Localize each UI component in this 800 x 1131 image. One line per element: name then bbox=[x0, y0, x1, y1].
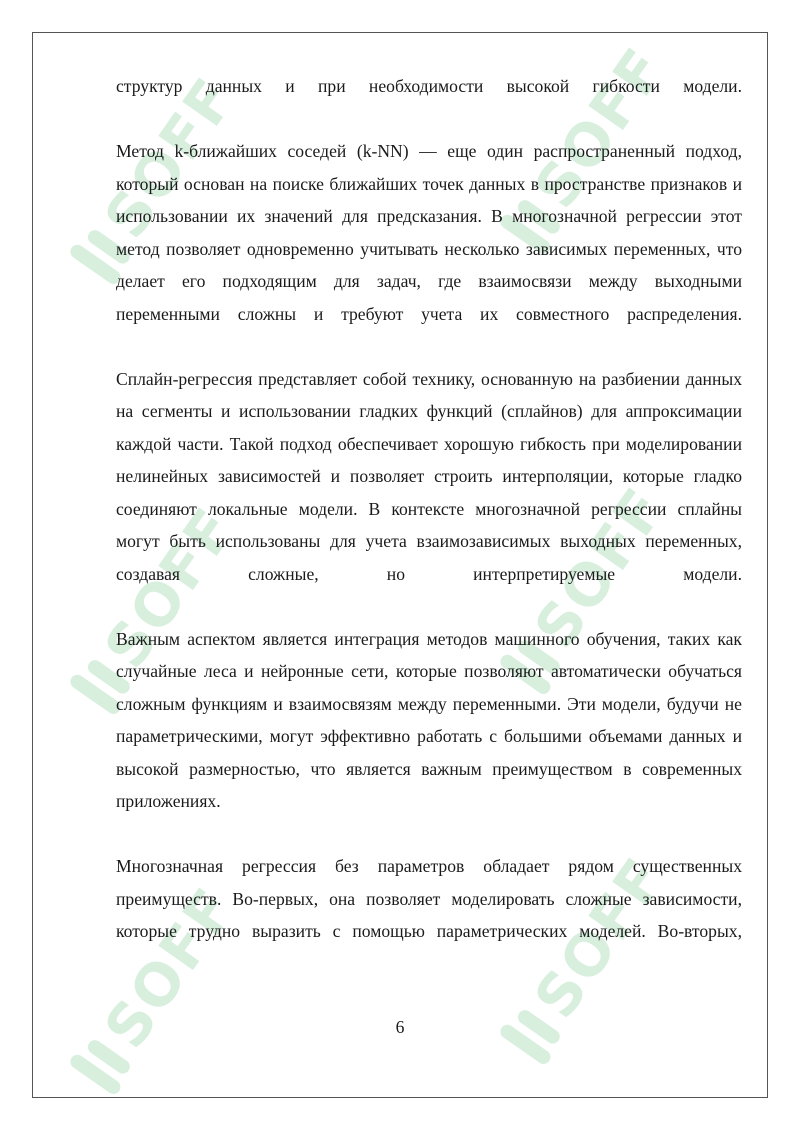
paragraph-spacer bbox=[116, 103, 742, 136]
paragraph-spline-regression: Сплайн-регрессия представляет собой технику, основанную на разбиении данных на сегменты и использовании гладких функций (сплайнов) для аппроксимации каждой части. Такой подход обеспечивает хорошую гибкость при моделировании нелинейных зависимостей и позволяет строить интерполяции, которые гладко соединяют локальные модели. В контексте многозначной регрессии сплайны могут быть использованы для учета взаимозависимых выходных переменных, создавая сложные, но интерпретируемые модели. bbox=[116, 368, 742, 584]
paragraph-continuation: структур данных и при необходимости высокой гибкости модели. bbox=[116, 76, 742, 96]
watermark-text: SOFF bbox=[521, 845, 680, 1031]
watermark-text: SOFF bbox=[521, 35, 680, 221]
watermark-text: SOFF bbox=[521, 475, 680, 661]
document-body bbox=[116, 70, 742, 948]
watermark-text: SOFF bbox=[91, 495, 250, 681]
watermark-text: SOFF bbox=[91, 875, 250, 1061]
page-number: 6 bbox=[395, 1017, 405, 1037]
paragraph-spacer bbox=[116, 818, 742, 851]
paragraph-machine-learning: Важным аспектом является интеграция методов машинного обучения, таких как случайные леса и нейронные сети, которые позволяют автоматически обучаться сложным функциям и взаимосвязям между переменными. Эти модели, будучи не параметрическими, могут эффективно работать с большими объемами данных и высокой размерностью, что является важным преимуществом в современных приложениях. bbox=[116, 628, 742, 811]
paragraph-spacer bbox=[116, 590, 742, 623]
paragraph-advantages: Многозначная регрессия без параметров обладает рядом существенных преимуществ. Во-первых, она позволяет моделировать сложные зависимости, которые трудно выразить с помощью параметрических моделей. Во-вторых, bbox=[116, 856, 742, 941]
paragraph-knn: Метод k-ближайших соседей (k-NN) — еще один распространенный подход, который основан на поиске ближайших точек данных в пространстве признаков и использовании их значений для предсказания. В многозначной регрессии этот метод позволяет одновременно учитывать несколько зависимых переменных, что делает его подходящим для задач, где взаимосвязи между выходными переменными сложны и требуют учета их совместного распределения. bbox=[116, 141, 742, 324]
watermark-text: SOFF bbox=[91, 65, 250, 251]
paragraph-spacer bbox=[116, 330, 742, 363]
